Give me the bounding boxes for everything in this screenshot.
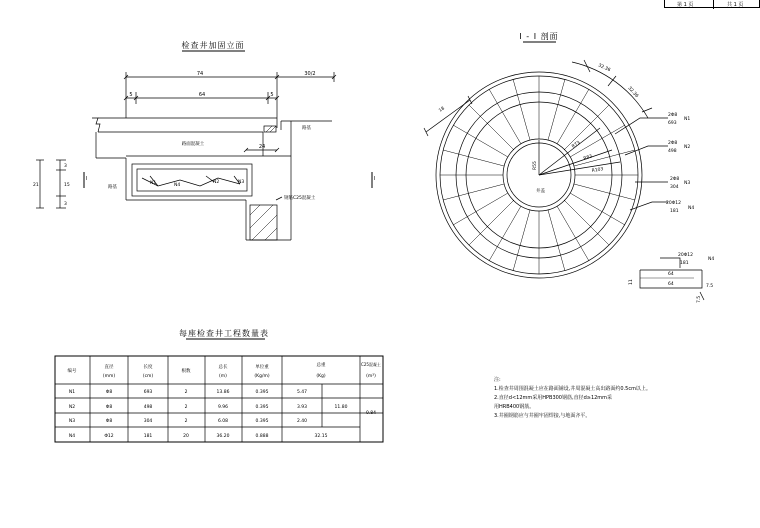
cell-dia: Φ8 <box>105 390 113 395</box>
cell-id: N1 <box>68 390 76 395</box>
note-item: 3.井圈钢筋应与井圈牢固焊接,与地面齐平。 <box>494 413 591 419</box>
header-total: 总长 <box>218 365 228 370</box>
cell-weight-sum: 11.80 <box>334 405 348 410</box>
label-n1: N1 <box>150 181 157 186</box>
label-n4: N4 <box>174 183 181 188</box>
left-dim-total: 21 <box>33 183 39 188</box>
outer-dim: 18 <box>438 106 446 114</box>
cell-weight: 3.93 <box>296 405 308 410</box>
cell-unit-weight: 0.395 <box>255 405 269 410</box>
cell-total: 13.86 <box>216 390 230 395</box>
table-row <box>69 433 328 439</box>
header-concrete-unit: (m³) <box>366 374 376 379</box>
left-dim-top: 3 <box>64 164 67 169</box>
label-n2: N2 <box>213 180 220 185</box>
detail-under: 7.5 <box>697 295 702 303</box>
notes <box>494 376 654 421</box>
label-road: 路面混凝土 <box>181 142 205 147</box>
dim-middle: 64 <box>198 92 206 98</box>
header-dia-unit: (mm) <box>102 374 116 379</box>
cell-count: 2 <box>184 419 188 424</box>
radius-r1: R55 <box>533 161 538 170</box>
cell-len: 498 <box>143 405 153 410</box>
cell-weight: 2.40 <box>296 419 308 424</box>
header-len: 长度 <box>143 365 153 370</box>
label-ground: 路基 <box>302 126 311 131</box>
detail-id: N4 <box>708 257 715 262</box>
header-total-unit: (m) <box>219 374 227 379</box>
dim-right: 30/2 <box>304 71 316 77</box>
header-weight: 总重 <box>316 363 326 368</box>
dim-left-small: 5 <box>129 92 133 98</box>
dim-right-small: 5 <box>270 92 274 98</box>
section-mark-right: I <box>374 176 376 182</box>
cell-id: N3 <box>68 419 76 424</box>
header-weight-unit: (Kg) <box>316 374 326 379</box>
detail-side: 7.5 <box>706 284 714 289</box>
radius-r2: R73 <box>571 140 582 150</box>
cell-weight: 5.47 <box>296 390 308 395</box>
notes-head: 注: <box>494 377 501 383</box>
header-concrete: C25混凝土 <box>361 362 381 367</box>
rebar-n4-length: 181 <box>670 209 679 214</box>
cell-total: 9.96 <box>217 405 229 410</box>
rebar-n3-length: 304 <box>670 185 679 190</box>
cell-dia: Φ8 <box>105 405 113 410</box>
rebar-n1-id: N1 <box>684 117 691 122</box>
elevation-title: 检查井加固立面 <box>181 41 245 50</box>
header-id: 编号 <box>67 369 77 374</box>
label-concrete: 钢筋C25混凝土 <box>284 196 316 201</box>
arc-dim-2: 32.36 <box>626 85 639 99</box>
label-n3: N3 <box>238 180 245 185</box>
table-title: 每座检查井工程数量表 <box>179 329 269 338</box>
cell-len: 181 <box>143 434 153 439</box>
section-title: I - I 剖面 <box>519 32 559 41</box>
dim-total: 74 <box>196 71 204 77</box>
arc-dim-1: 32.36 <box>597 63 611 74</box>
detail-top: 64 <box>668 272 674 277</box>
rebar-n2-count: 2Φ8 <box>668 141 678 146</box>
cell-count: 2 <box>184 405 188 410</box>
left-dim-bottom: 3 <box>64 202 67 207</box>
rebar-n1-count: 2Φ8 <box>668 113 678 118</box>
table-row <box>69 418 307 424</box>
table-row <box>69 404 307 410</box>
n4-detail <box>640 258 704 300</box>
table-row <box>69 389 307 395</box>
detail-length: 181 <box>680 261 689 266</box>
detail-count: 20Φ12 <box>678 253 693 258</box>
cell-unit-weight: 0.395 <box>255 419 269 424</box>
cell-total: 36.20 <box>216 434 230 439</box>
dim-inner: 24 <box>258 144 266 150</box>
note-item: 2.直径d<12mm采用HPB300钢筋,直径d≥12mm采 <box>494 395 613 401</box>
radius-r3: R83 <box>583 154 594 162</box>
note-item: 用HRB400钢筋。 <box>494 404 535 410</box>
header-unit-weight: 单位重 <box>255 365 269 370</box>
cell-unit-weight: 0.395 <box>255 390 269 395</box>
rebar-n2-id: N2 <box>684 145 691 150</box>
detail-left: 11 <box>629 279 634 285</box>
rebar-n3-count: 2Φ8 <box>670 177 680 182</box>
rebar-n4-count: 20Φ12 <box>666 201 681 206</box>
section-mark-left: I <box>86 176 88 182</box>
rebar-n3-id: N3 <box>684 181 691 186</box>
label-soil: 路基 <box>108 185 117 190</box>
cell-id: N4 <box>68 434 76 439</box>
cell-dia: Φ12 <box>104 434 114 439</box>
cell-id: N2 <box>68 405 76 410</box>
rebar-n4-id: N4 <box>688 206 695 211</box>
cell-weight: 32.15 <box>314 434 328 439</box>
cell-dia: Φ8 <box>105 419 113 424</box>
section-drawing <box>424 42 668 278</box>
page-number: 第 1 页 <box>677 2 694 8</box>
page-total: 共 1 页 <box>727 2 744 8</box>
cell-concrete: 0.84 <box>365 411 377 416</box>
header-len-unit: (cm) <box>142 374 154 379</box>
cell-total: 6.08 <box>217 419 229 424</box>
rebar-n1-length: 693 <box>668 121 677 126</box>
rebar-n2-length: 498 <box>668 149 677 154</box>
radius-r4: R103 <box>591 167 604 174</box>
cell-count: 20 <box>183 434 189 439</box>
cell-len: 304 <box>143 419 153 424</box>
cell-unit-weight: 0.888 <box>255 434 269 439</box>
detail-bottom: 64 <box>668 282 674 287</box>
cell-count: 2 <box>184 390 188 395</box>
cell-len: 693 <box>143 390 153 395</box>
left-dim-middle: 15 <box>64 183 70 188</box>
note-item: 1.检查井周围混凝土应在路面铺设,井周混凝土高出路面约0.5cm以上。 <box>494 386 651 392</box>
header-unit-weight-unit: (Kg/m) <box>254 374 270 379</box>
center-label: 井盖 <box>536 189 545 194</box>
header-dia: 直径 <box>104 365 114 370</box>
header-count: 根数 <box>181 369 191 374</box>
